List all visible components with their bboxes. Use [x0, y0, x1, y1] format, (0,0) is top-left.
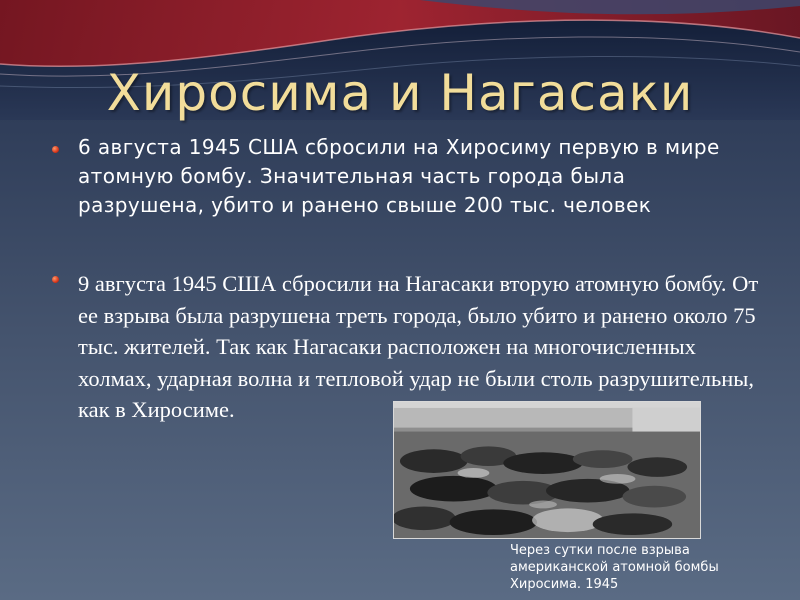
photo-image: [394, 402, 700, 538]
hiroshima-photo: [393, 401, 701, 539]
bullet-icon: [52, 276, 59, 283]
slide-title: Хиросима и Нагасаки: [106, 64, 694, 122]
bullet-point-nagasaki: 9 августа 1945 США сбросили на Нагасаки вторую атомную бомбу. От ее взрыва была разрушена треть города, было убито и ранено около 75 тыс. жителей. Так как Нагасаки расположен на многочисленных холмах, ударная волна и тепловой удар не были столь разрушительны, как в Хиросиме.: [78, 271, 759, 422]
photo-caption: Через сутки после взрыва американской атомной бомбы Хиросима. 1945: [510, 543, 719, 592]
bullet-point-hiroshima: 6 августа 1945 США сбросили на Хиросиму первую в мире атомную бомбу. Значительная часть города была разрушена, убито и ранено свыше 200 тыс. человек: [78, 135, 720, 217]
bullet-icon: [52, 146, 59, 153]
